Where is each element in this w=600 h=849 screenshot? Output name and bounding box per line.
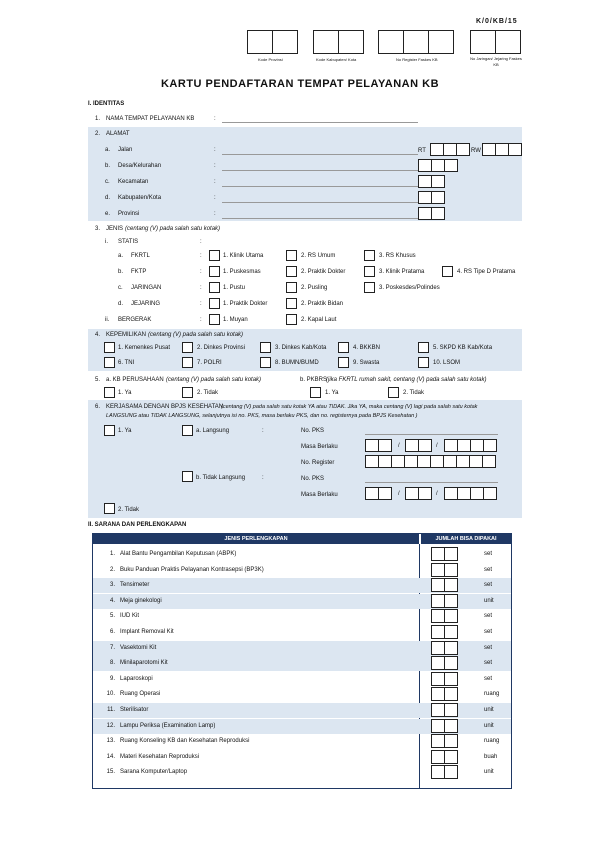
- item-qty-box-1[interactable]: [431, 547, 445, 561]
- pkbrs-ya-checkbox[interactable]: [310, 387, 321, 398]
- q5b-hint: (jika FKRTL rumah sakit, centang (V) pada salah satu kotak): [326, 377, 487, 383]
- item-qty-box-2[interactable]: [444, 765, 458, 779]
- bpjs-tidak-langsung-label: b. Tidak Langsung: [196, 475, 246, 481]
- fkrtl-option-1-label: 1. Klinik Utama: [223, 253, 264, 259]
- jaringan-letter: c.: [118, 285, 123, 291]
- langsung-no-pks-label: No. PKS: [301, 428, 325, 434]
- jaringan-colon: :: [200, 285, 202, 291]
- no-jaringan-box-1[interactable]: [470, 30, 496, 54]
- statis-label: STATIS: [118, 239, 139, 245]
- tl-masa-y2[interactable]: [457, 487, 471, 500]
- fkrtl-option-3-checkbox[interactable]: [364, 250, 375, 261]
- kb-perusahaan-ya-label: 1. Ya: [118, 390, 132, 396]
- item-name: Vasektomi Kit: [120, 645, 157, 651]
- item-number: 7.: [109, 645, 115, 651]
- pkbrs-tidak-checkbox[interactable]: [388, 387, 399, 398]
- q4-label: KEPEMILIKAN: [106, 332, 147, 338]
- no-register-box-g[interactable]: [443, 455, 457, 468]
- langsung-masa-y1[interactable]: [444, 439, 458, 452]
- item-unit: set: [484, 582, 493, 588]
- tidak-langsung-no-pks-label: No. PKS: [301, 476, 325, 482]
- no-jaringan-label: No Jaringan/ Jejaring Faskes KB: [470, 56, 522, 67]
- langsung-masa-slash-1: /: [398, 443, 400, 449]
- item-unit: unit: [484, 598, 494, 604]
- q5b-label: b. PKBRS: [300, 377, 328, 383]
- kb-perusahaan-tidak-label: 2. Tidak: [197, 390, 219, 396]
- item-qty-box-1[interactable]: [431, 687, 445, 701]
- kb-perusahaan-ya-checkbox[interactable]: [104, 387, 115, 398]
- kode-provinsi-label: Kode Provinsi: [258, 57, 283, 62]
- bpjs-tidak-langsung-checkbox[interactable]: [182, 471, 193, 482]
- item-number: 12.: [106, 723, 115, 729]
- kepemilikan-option-5-checkbox[interactable]: [418, 342, 429, 353]
- item-unit: set: [484, 676, 493, 682]
- provinsi-box-2[interactable]: [431, 207, 445, 220]
- kepemilikan-option-1-label: 1. Kemenkes Pusat: [118, 345, 171, 351]
- item-qty-box-2[interactable]: [444, 578, 458, 592]
- alamat-desa-colon: :: [214, 163, 216, 169]
- fktp-label: FKTP: [131, 269, 147, 275]
- pkbrs-ya-label: 1. Ya: [325, 390, 339, 396]
- item-qty-box-1[interactable]: [431, 641, 445, 655]
- alamat-provinsi-colon: :: [214, 211, 216, 217]
- q6-label: KERJASAMA DENGAN BPJS KESEHATAN: [106, 404, 224, 410]
- item-number: 10.: [106, 691, 115, 697]
- alamat-kecamatan-input[interactable]: [222, 186, 418, 187]
- fktp-option-2-checkbox[interactable]: [286, 266, 297, 277]
- langsung-masa-y3[interactable]: [470, 439, 484, 452]
- bpjs-ya-label: 1. Ya: [118, 428, 132, 434]
- q3-hint: (centang (V) pada salah satu kotak): [125, 226, 221, 232]
- item-unit: buah: [484, 754, 498, 760]
- langsung-masa-berlaku-label: Masa Berlaku: [301, 444, 338, 450]
- bpjs-langsung-label: a. Langsung: [196, 428, 230, 434]
- alamat-jalan-input[interactable]: [222, 154, 418, 155]
- form-code: K/0/KB/15: [476, 18, 518, 25]
- bpjs-ya-checkbox[interactable]: [104, 425, 115, 436]
- item-number: 5.: [109, 613, 115, 619]
- item-number: 8.: [109, 660, 115, 666]
- item-qty-box-1[interactable]: [431, 656, 445, 670]
- fktp-colon: :: [200, 269, 202, 275]
- provinsi-box-1[interactable]: [418, 207, 432, 220]
- item-qty-box-1[interactable]: [431, 594, 445, 608]
- bergerak-label: BERGERAK: [118, 317, 152, 323]
- jejaring-letter: d.: [118, 301, 124, 307]
- desa-box-2[interactable]: [431, 159, 445, 172]
- item-qty-box-2[interactable]: [444, 625, 458, 639]
- fkrtl-option-2-label: 2. RS Umum: [301, 253, 336, 259]
- kecamatan-box-1[interactable]: [418, 175, 432, 188]
- alamat-kecamatan-letter: c.: [105, 179, 110, 185]
- langsung-masa-y2[interactable]: [457, 439, 471, 452]
- no-register-box-f[interactable]: [430, 455, 444, 468]
- kepemilikan-option-7-checkbox[interactable]: [182, 357, 193, 368]
- kepemilikan-option-8-checkbox[interactable]: [260, 357, 271, 368]
- item-name: IUD Kit: [120, 613, 140, 619]
- kode-kabkota-box-1[interactable]: [313, 30, 339, 54]
- item-qty-box-1[interactable]: [431, 719, 445, 733]
- item-name: Laparoskopi: [120, 676, 153, 682]
- item-qty-box-2[interactable]: [444, 594, 458, 608]
- nama-tempat-input[interactable]: [222, 122, 418, 123]
- kepemilikan-option-2-label: 2. Dinkes Provinsi: [197, 345, 246, 351]
- tl-masa-y4[interactable]: [483, 487, 497, 500]
- tl-masa-m1[interactable]: [405, 487, 419, 500]
- item-qty-box-1[interactable]: [431, 625, 445, 639]
- item-unit: unit: [484, 707, 494, 713]
- item-name: Sarana Komputer/Laptop: [120, 769, 188, 775]
- item-number: 3.: [109, 582, 115, 588]
- bergerak-num: ii.: [105, 317, 110, 323]
- jaringan-option-2-checkbox[interactable]: [286, 282, 297, 293]
- jejaring-option-2-label: 2. Praktik Bidan: [301, 301, 344, 307]
- item-qty-box-1[interactable]: [431, 672, 445, 686]
- item-qty-box-1[interactable]: [431, 750, 445, 764]
- section-sarana-heading: II. SARANA DAN PERLENGKAPAN: [88, 522, 187, 528]
- fktp-option-4-checkbox[interactable]: [442, 266, 453, 277]
- fktp-option-4-label: 4. RS Tipe D Pratama: [457, 269, 516, 275]
- fktp-option-3-label: 3. Klinik Pratama: [379, 269, 425, 275]
- item-name: Tensimeter: [120, 582, 150, 588]
- langsung-no-pks-input[interactable]: [365, 434, 498, 435]
- q1-label: NAMA TEMPAT PELAYANAN KB: [106, 116, 195, 122]
- q6-num: 6.: [95, 404, 101, 410]
- kepemilikan-option-6-label: 6. TNI: [118, 360, 135, 366]
- fktp-option-2-label: 2. Praktik Dokter: [301, 269, 346, 275]
- kepemilikan-option-3-checkbox[interactable]: [260, 342, 271, 353]
- kepemilikan-option-6-checkbox[interactable]: [104, 357, 115, 368]
- alamat-provinsi-input[interactable]: [222, 218, 418, 219]
- col-jumlah-bisa-dipakai: JUMLAH BISA DIPAKAI: [420, 534, 511, 544]
- rt-box-3[interactable]: [456, 143, 470, 156]
- item-unit: set: [484, 660, 493, 666]
- kepemilikan-option-5-label: 5. SKPD KB Kab/Kota: [433, 345, 493, 351]
- item-unit: ruang: [484, 691, 500, 697]
- no-register-box-c[interactable]: [391, 455, 405, 468]
- alamat-desa-letter: b.: [105, 163, 111, 169]
- no-register-box-b[interactable]: [378, 455, 392, 468]
- alamat-provinsi-letter: e.: [105, 211, 111, 217]
- rt-box-1[interactable]: [430, 143, 444, 156]
- tl-masa-d2[interactable]: [378, 487, 392, 500]
- tidak-langsung-masa-berlaku-label: Masa Berlaku: [301, 492, 338, 498]
- langsung-masa-d1[interactable]: [365, 439, 379, 452]
- kepemilikan-option-2-checkbox[interactable]: [182, 342, 193, 353]
- jaringan-option-1-label: 1. Pustu: [223, 285, 246, 291]
- langsung-masa-slash-2: /: [436, 443, 438, 449]
- bergerak-option-1-label: 1. Muyan: [223, 317, 248, 323]
- jaringan-option-1-checkbox[interactable]: [209, 282, 220, 293]
- rw-box-3[interactable]: [508, 143, 522, 156]
- rw-label: RW: [471, 148, 481, 154]
- kode-provinsi-box-2[interactable]: [272, 30, 298, 54]
- item-number: 11.: [107, 707, 115, 713]
- item-name: Implant Removal Kit: [120, 629, 174, 635]
- kepemilikan-option-10-checkbox[interactable]: [418, 357, 429, 368]
- no-register-box-h[interactable]: [456, 455, 470, 468]
- desa-box-3[interactable]: [444, 159, 458, 172]
- kepemilikan-option-9-checkbox[interactable]: [338, 357, 349, 368]
- item-qty-box-2[interactable]: [444, 656, 458, 670]
- no-register-box-e[interactable]: [417, 455, 431, 468]
- tidak-langsung-no-pks-input[interactable]: [365, 482, 498, 483]
- alamat-kabkota-input[interactable]: [222, 202, 418, 203]
- item-qty-box-2[interactable]: [444, 750, 458, 764]
- statis-colon: :: [200, 239, 202, 245]
- item-qty-box-2[interactable]: [444, 703, 458, 717]
- alamat-jalan-colon: :: [214, 147, 216, 153]
- item-unit: set: [484, 645, 493, 651]
- item-number: 13.: [106, 738, 115, 744]
- fkrtl-option-3-label: 3. RS Khusus: [379, 253, 416, 259]
- jejaring-label: JEJARING: [131, 301, 161, 307]
- item-number: 6.: [109, 629, 115, 635]
- jaringan-option-3-label: 3. Poskesdes/Polindes: [379, 285, 440, 291]
- no-register-box-j[interactable]: [482, 455, 496, 468]
- item-qty-box-2[interactable]: [444, 734, 458, 748]
- item-qty-box-1[interactable]: [431, 609, 445, 623]
- jaringan-option-3-checkbox[interactable]: [364, 282, 375, 293]
- jejaring-option-2-checkbox[interactable]: [286, 298, 297, 309]
- q5-num: 5.: [95, 377, 101, 383]
- rw-box-1[interactable]: [482, 143, 496, 156]
- kecamatan-box-2[interactable]: [431, 175, 445, 188]
- bergerak-option-1-checkbox[interactable]: [209, 314, 220, 325]
- item-qty-box-1[interactable]: [431, 703, 445, 717]
- item-qty-box-2[interactable]: [444, 547, 458, 561]
- alamat-provinsi-label: Provinsi: [118, 211, 140, 217]
- desa-box-1[interactable]: [418, 159, 432, 172]
- no-register-box-2[interactable]: [403, 30, 429, 54]
- bpjs-tidak-label: 2. Tidak: [118, 507, 140, 513]
- fktp-option-1-label: 1. Puskesmas: [223, 269, 261, 275]
- fktp-option-1-checkbox[interactable]: [209, 266, 220, 277]
- no-register-label: No Register Faskes KB: [396, 57, 438, 62]
- alamat-kabkota-label: Kabupaten/Kota: [118, 195, 162, 201]
- tl-masa-m2[interactable]: [418, 487, 432, 500]
- fktp-letter: b.: [118, 269, 124, 275]
- no-register-box-d[interactable]: [404, 455, 418, 468]
- alamat-kabkota-colon: :: [214, 195, 216, 201]
- kabkota-box-2[interactable]: [431, 191, 445, 204]
- q3-label: JENIS: [106, 226, 124, 232]
- item-unit: set: [484, 567, 493, 573]
- alamat-desa-label: Desa/Kelurahan: [118, 163, 162, 169]
- q6-hint-line2: LANGSUNG atau TIDAK LANGSUNG, selanjutnya isi no. PKS, masa berlaku PKS, dan no. registernya pada BPJS Kesehatan ): [106, 413, 418, 419]
- section-identitas-heading: I. IDENTITAS: [88, 101, 125, 107]
- no-jaringan-box-2[interactable]: [495, 30, 521, 54]
- langsung-masa-d2[interactable]: [378, 439, 392, 452]
- tl-masa-y1[interactable]: [444, 487, 458, 500]
- item-name: Materi Kesehatan Reproduksi: [120, 754, 200, 760]
- kabkota-box-1[interactable]: [418, 191, 432, 204]
- item-qty-box-2[interactable]: [444, 719, 458, 733]
- item-qty-box-1[interactable]: [431, 765, 445, 779]
- kepemilikan-option-9-label: 9. Swasta: [353, 360, 380, 366]
- item-unit: unit: [484, 723, 494, 729]
- fktp-option-3-checkbox[interactable]: [364, 266, 375, 277]
- jejaring-colon: :: [200, 301, 202, 307]
- no-register-box-1[interactable]: [378, 30, 404, 54]
- tl-masa-d1[interactable]: [365, 487, 379, 500]
- langsung-masa-m2[interactable]: [418, 439, 432, 452]
- bergerak-option-2-checkbox[interactable]: [286, 314, 297, 325]
- item-name: Minilaparotomi Kit: [120, 660, 168, 666]
- no-register-box-3[interactable]: [428, 30, 454, 54]
- fkrtl-option-2-checkbox[interactable]: [286, 250, 297, 261]
- item-unit: unit: [484, 769, 494, 775]
- item-name: Lampu Periksa (Examination Lamp): [120, 723, 216, 729]
- rt-box-2[interactable]: [443, 143, 457, 156]
- jaringan-label: JARINGAN: [131, 285, 162, 291]
- item-qty-box-1[interactable]: [431, 734, 445, 748]
- fkrtl-letter: a.: [118, 253, 124, 259]
- jaringan-option-2-label: 2. Pusling: [301, 285, 328, 291]
- item-qty-box-2[interactable]: [444, 609, 458, 623]
- alamat-kecamatan-colon: :: [214, 179, 216, 185]
- q6-hint-line1: (centang (V) pada salah satu kotak YA atau TIDAK. Jika YA, maka centang (V) lagi pada salah satu kotak: [221, 404, 478, 410]
- fkrtl-colon: :: [200, 253, 202, 259]
- item-unit: ruang: [484, 738, 500, 744]
- no-register-box-a[interactable]: [365, 455, 379, 468]
- q4-hint: (centang (V) pada salah satu kotak): [148, 332, 244, 338]
- kepemilikan-option-4-checkbox[interactable]: [338, 342, 349, 353]
- fkrtl-label: FKRTL: [131, 253, 150, 259]
- item-number: 1.: [109, 551, 115, 557]
- bpjs-tidak-langsung-colon: :: [262, 475, 264, 481]
- item-name: Ruang Konseling KB dan Kesehatan Reproduksi: [120, 738, 250, 744]
- tl-masa-y3[interactable]: [470, 487, 484, 500]
- kepemilikan-option-7-label: 7. POLRI: [197, 360, 222, 366]
- alamat-kecamatan-label: Kecamatan: [118, 179, 149, 185]
- item-name: Meja ginekologi: [120, 598, 162, 604]
- item-number: 14.: [106, 754, 115, 760]
- item-unit: set: [484, 613, 493, 619]
- kb-perusahaan-tidak-checkbox[interactable]: [182, 387, 193, 398]
- langsung-masa-m1[interactable]: [405, 439, 419, 452]
- kepemilikan-option-4-label: 4. BKKBN: [353, 345, 381, 351]
- no-register-box-i[interactable]: [469, 455, 483, 468]
- tl-masa-slash-1: /: [398, 491, 400, 497]
- jejaring-option-1-label: 1. Praktik Dokter: [223, 301, 268, 307]
- col-jenis-perlengkapan: JENIS PERLENGKAPAN: [93, 534, 419, 544]
- q5a-hint: (centang (V) pada salah satu kotak): [166, 377, 262, 383]
- kode-kabkota-box-2[interactable]: [338, 30, 364, 54]
- bpjs-tidak-checkbox[interactable]: [104, 503, 115, 514]
- item-name: Buku Panduan Praktis Pelayanan Kontrasepsi (BP3K): [120, 567, 264, 573]
- item-qty-box-1[interactable]: [431, 563, 445, 577]
- bergerak-option-2-label: 2. Kapal Laut: [301, 317, 337, 323]
- item-number: 2.: [109, 567, 115, 573]
- item-unit: set: [484, 551, 493, 557]
- statis-num: i.: [105, 239, 108, 245]
- jejaring-option-1-checkbox[interactable]: [209, 298, 220, 309]
- item-number: 15.: [106, 769, 115, 775]
- kepemilikan-option-8-label: 8. BUMN/BUMD: [275, 360, 319, 366]
- q4-num: 4.: [95, 332, 101, 338]
- item-qty-box-2[interactable]: [444, 672, 458, 686]
- alamat-band: [88, 127, 522, 221]
- alamat-kabkota-letter: d.: [105, 195, 111, 201]
- item-name: Alat Bantu Pengambilan Keputusan (ABPK): [120, 551, 237, 557]
- item-number: 9.: [109, 676, 115, 682]
- alamat-jalan-letter: a.: [105, 147, 111, 153]
- item-qty-box-2[interactable]: [444, 563, 458, 577]
- alamat-jalan-label: Jalan: [118, 147, 133, 153]
- kepemilikan-option-1-checkbox[interactable]: [104, 342, 115, 353]
- item-qty-box-1[interactable]: [431, 578, 445, 592]
- bpjs-langsung-colon: :: [262, 428, 264, 434]
- q3-num: 3.: [95, 226, 101, 232]
- item-unit: set: [484, 629, 493, 635]
- q2-label: ALAMAT: [106, 131, 130, 137]
- langsung-no-register-label: No. Register: [301, 460, 335, 466]
- tl-masa-slash-2: /: [436, 491, 438, 497]
- rt-label: RT: [418, 148, 426, 154]
- item-name: Sterilisator: [120, 707, 149, 713]
- pkbrs-tidak-label: 2. Tidak: [403, 390, 425, 396]
- item-qty-box-2[interactable]: [444, 641, 458, 655]
- rw-box-2[interactable]: [495, 143, 509, 156]
- item-qty-box-2[interactable]: [444, 687, 458, 701]
- item-number: 4.: [109, 598, 115, 604]
- q5a-label: a. KB PERUSAHAAN: [106, 377, 164, 383]
- alamat-desa-input[interactable]: [222, 170, 418, 171]
- item-name: Ruang Operasi: [120, 691, 161, 697]
- q1-colon: :: [214, 116, 216, 122]
- q1-num: 1.: [95, 116, 101, 122]
- page-title: KARTU PENDAFTARAN TEMPAT PELAYANAN KB: [160, 78, 440, 90]
- q2-num: 2.: [95, 131, 101, 137]
- fkrtl-option-1-checkbox[interactable]: [209, 250, 220, 261]
- kepemilikan-option-3-label: 3. Dinkes Kab/Kota: [275, 345, 327, 351]
- kode-kabkota-label: Kode Kabupaten/ Kota: [316, 57, 357, 62]
- bergerak-colon: :: [200, 317, 202, 323]
- kepemilikan-option-10-label: 10. LSOM: [433, 360, 461, 366]
- kode-provinsi-box-1[interactable]: [247, 30, 273, 54]
- bpjs-langsung-checkbox[interactable]: [182, 425, 193, 436]
- langsung-masa-y4[interactable]: [483, 439, 497, 452]
